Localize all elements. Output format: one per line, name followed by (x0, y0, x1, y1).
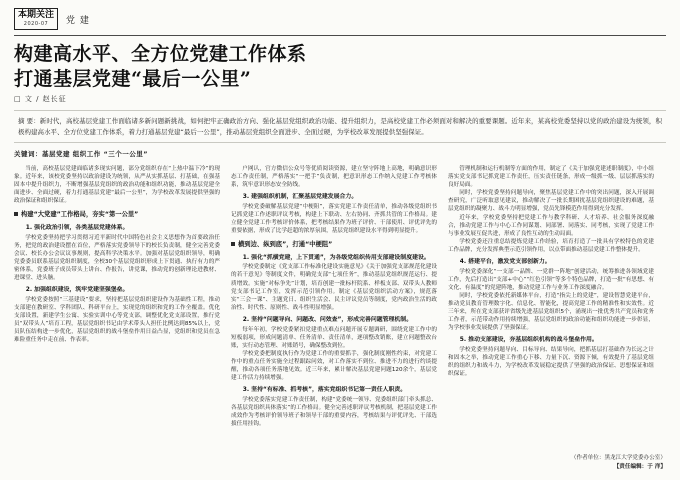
subsection-heading: 2. 坚持“问题导向、问题改、问效查”，形成完善问题管理机制。 (242, 316, 413, 323)
column-3 (448, 165, 654, 465)
subsection-heading: 3. 建强组织机制，汇聚基层党建发展合力。 (242, 194, 358, 201)
body-paragraph: 学校党委坚持问题导向、目标导向、结果导向，把抓基层打基础作为长远之计和固本之举，推动党建工作重心下移、力量下沉、资源下倾，有效提升了基层党组织的组织力和战斗力，为学校改革发展稳定提供了坚强的政治保证、思想保证和组织保证。 (448, 346, 654, 378)
column-1 (14, 165, 220, 465)
abstract: 摘 要：新时代，高校基层党建工作面临诸多新问题新挑战，如何把牢正确政治方向、强化基层党组织政治功能、提升组织力，是高校党建工作必须面对和解决的重要课题。近年来，某高校党委坚持以党的政治建设为统领，积极构建高水平、全方位党建工作体系，着力打通基层党建“最后一公里”，推动基层党组织全面进步、全面过硬，为学校改革发展提供坚强保证。 (14, 110, 666, 143)
headline-line-2: 打通基层党建“最后一公里” (14, 68, 252, 90)
subsection-heading: 3. 坚持“有标准、抓考核”，落实党组织书记第一责任人职责。 (242, 387, 407, 394)
headline-line-1: 构建高水平、全方位党建工作体系 (14, 43, 307, 65)
masthead-section: 党 建 (66, 15, 90, 26)
article-columns (14, 165, 666, 465)
masthead-logo (14, 8, 58, 30)
body-paragraph: 学校党委深化“一支部一品牌、一党群一阵地”创建活动，统筹推进各领域党建工作，先后打造出“支部+中心”“红色引领”等多个特色品牌，打造一批“有思想、有文化、有温度”的党建阵地，推动党建工作与业务工作深度融合。 (448, 268, 654, 291)
editor-credit: 【责任编辑：于 洋】 (613, 464, 666, 470)
author-affiliation: （作者单位：黑龙江大学党委办公室） (570, 455, 666, 461)
subsection-heading: 5. 推动支部建设，夯基层组织机构的战斗堡垒作用。 (459, 337, 598, 344)
body-paragraph: 学校党委把制度执行作为党建工作的重要抓手，强化制度刚性约束，对党建工作中的重点任务实施全过程跟踪问效，对工作落实不到位、推进不力的进行约谈提醒，推动各项任务落地见效。近三年来，累计解决基层党建问题120余个，基层党建工作活力持续增强。 (231, 350, 437, 382)
body-paragraph: 学校党委落实党建工作责任制，构建“党委统一领导、党委组织部门牵头抓总、各基层党组织具体落实”的工作格局。健全完善述职评议考核机制，把基层党建工作成效作为考核评价领导班子和领导干部的重要内容，考核结果与评优评先、干部选拔任用挂钩。 (231, 396, 437, 428)
subsection-heading: 4. 搭建平台，激发党支部创新力。 (459, 259, 551, 266)
body-paragraph: 学校党委还注重总结提炼党建工作经验，培育打造了一批具有学校特色的党建工作品牌，充分发挥典型示范引领作用，以点带面推动基层党建工作整体提升。 (448, 238, 654, 253)
body-paragraph: 学校党委破解基层党建“中梗阻”，落实党建工作责任清单，推动各级党组织书记抓党建工作述职评议考核，构建上下联动、左右协同、齐抓共管的工作格局。建立健全党建工作考核评价体系，把考核结果作为班子评价、干部使用、评优评先的重要依据，形成了比学赶超的浓厚氛围，基层党组织建设水平得到明显提升。 (231, 203, 437, 235)
body-paragraph: 户网认，官方微信公众号等优质阅读资源，建立坚守阵地上高地，明确意识形态工作责任制，严格落实“一把手”负责制，把意识形态工作纳入党建工作考核体系，筑牢意识形态安全防线。 (231, 166, 437, 189)
section-heading (14, 210, 220, 220)
body-paragraph: 每年年初，学校党委紧扣党建重点难点问题开展专题调研，围绕党建工作中的短板弱项，形成问题清单、任务清单、责任清单，逐项整改销账，建立问题整改台账，实行动态管理、对账销号，确保整改到位。 (231, 326, 437, 349)
body-paragraph: 学校党委制定《党支部工作标准化建设实施意见》《关于加强党支部规范化建设的若干意见》等制度文件，明确党支部“七项任务”，推动基层党组织规范运行、提质增效。实施“对标争先”计划，培育创建一批标杆院系、样板支部、双带头人教师党支部书记工作室，发挥示范引领作用。制定《基层党组织活动方案》，规范落实“三会一课”、主题党日、组织生活会、民主评议党员等制度，党内政治生活的政治性、时代性、原则性、战斗性明显增强。 (231, 264, 437, 311)
body-paragraph: 学校党委坚持把学习贯彻习近平新时代中国特色社会主义思想作为首要政治任务，把党的政治建设摆在首位，严格落实党委领导下的校长负责制，健全完善党委会议、校长办公会议议事规则，提高科学决策水平。加强对基层党组织领导，明确党委委员联系基层党组织制度，全校30个基层党组织形成上下贯通、执行有力的严密体系，党委班子成员带头上讲台、作报告，讲党课，推动党的创新理论进教材、进课堂、进头脑。 (14, 234, 220, 282)
section-heading-text: 横到边、纵到底”，打通“中梗阻” (238, 241, 333, 249)
subsection-heading: 1. 强化政治引领，各类基层党建体系。 (25, 224, 129, 231)
subsection-heading: 2. 加强组织建设，筑牢党建坚强堡垒。 (25, 287, 129, 294)
body-paragraph: 同时，学校党委坚持问题导向，聚焦基层党建工作中的突出问题，深入开展调查研究，广泛听取意见建议，推动解决了一批长期困扰基层党组织建设的难题，基层党组织的凝聚力、战斗力明显增强，党员先锋模范作用得到充分发挥。 (448, 190, 654, 213)
section-marker-icon (231, 242, 235, 246)
column-2 (231, 165, 437, 465)
subsection-heading: 1. 强化“抓横党建，上下贯通”，为各级党组织传用支部建设制度建设。 (242, 254, 430, 261)
section-heading (231, 240, 437, 250)
body-paragraph: 管理机制和运行机制等方面的作用，制定了《关于加强党建述职制度》，中小组落实党支部书记抓党建工作责任，压实责任链条，形成一级抓一级、层层抓落实的良好局面。 (448, 166, 654, 189)
body-paragraph: 近年来，学校党委坚持把党建工作与教学科研、人才培养、社会服务深度融合，推动党建工作与中心工作同谋划、同部署、同落实、同考核，实现了党建工作与事业发展互促共进，形成了良性互动的生动局面。 (448, 214, 654, 237)
page-title (14, 42, 666, 92)
body-paragraph: 当前，高校基层党建面临诸多现实问题，部分党组织存在“上热中温下冷”的现象。近年来，该校党委坚持以政治建设为统领，从严从实抓基层、打基础，在强基固本中提升组织力，不断增强基层党组织的政治功能和组织功能，推动基层党建全面进步、全面过硬，着力打通基层党建“最后一公里”，为学校改革发展提供坚强的政治保证和组织保证。 (14, 166, 220, 205)
section-heading-text: 构建“大党建”工作格局，夯实“第一公里” (21, 211, 139, 219)
body-paragraph: 学校党委按照“三基建设”要求，坚持把基层党组织建设作为基础性工程，推动支部建在教研室、学科团队、科研平台上，实现党的组织和党的工作全覆盖。优化支部设置，新建学生公寓、实验实训中心等党支部，调整优化党支部设置，推行党员“双带头人”培育工程，基层党组织书记由学术带头人担任比例达到85%以上，党员队伍结构进一步优化，基层党组织的战斗堡垒作用日益凸显，党组织和党员在急难险重任务中走在前、作表率。 (14, 296, 220, 344)
masthead-brand: 本期关注 (18, 10, 55, 20)
section-marker-icon (14, 212, 18, 216)
keywords: 关键词：基层党建 组织工作 “三个一公里” (14, 150, 149, 158)
masthead-issue: 2020-07 (23, 21, 49, 27)
byline: □ 文 / 赵长征 (14, 95, 67, 103)
masthead (14, 8, 666, 36)
article-footer (571, 454, 666, 472)
body-paragraph: 同时，学校党委依托新媒体平台，打造“指尖上的党建”，建设智慧党建平台，推动党员教育管理数字化、信息化、智能化，提高党建工作的精准性和实效性。近三年来，所在党支部获评省级先进基层党组织5个，涌现出一批优秀共产党员和党务工作者，示范带动作用持续增强，基层党组织的政治功能和组织功能进一步彰显，为学校事业发展提供了坚强保证。 (448, 292, 654, 332)
